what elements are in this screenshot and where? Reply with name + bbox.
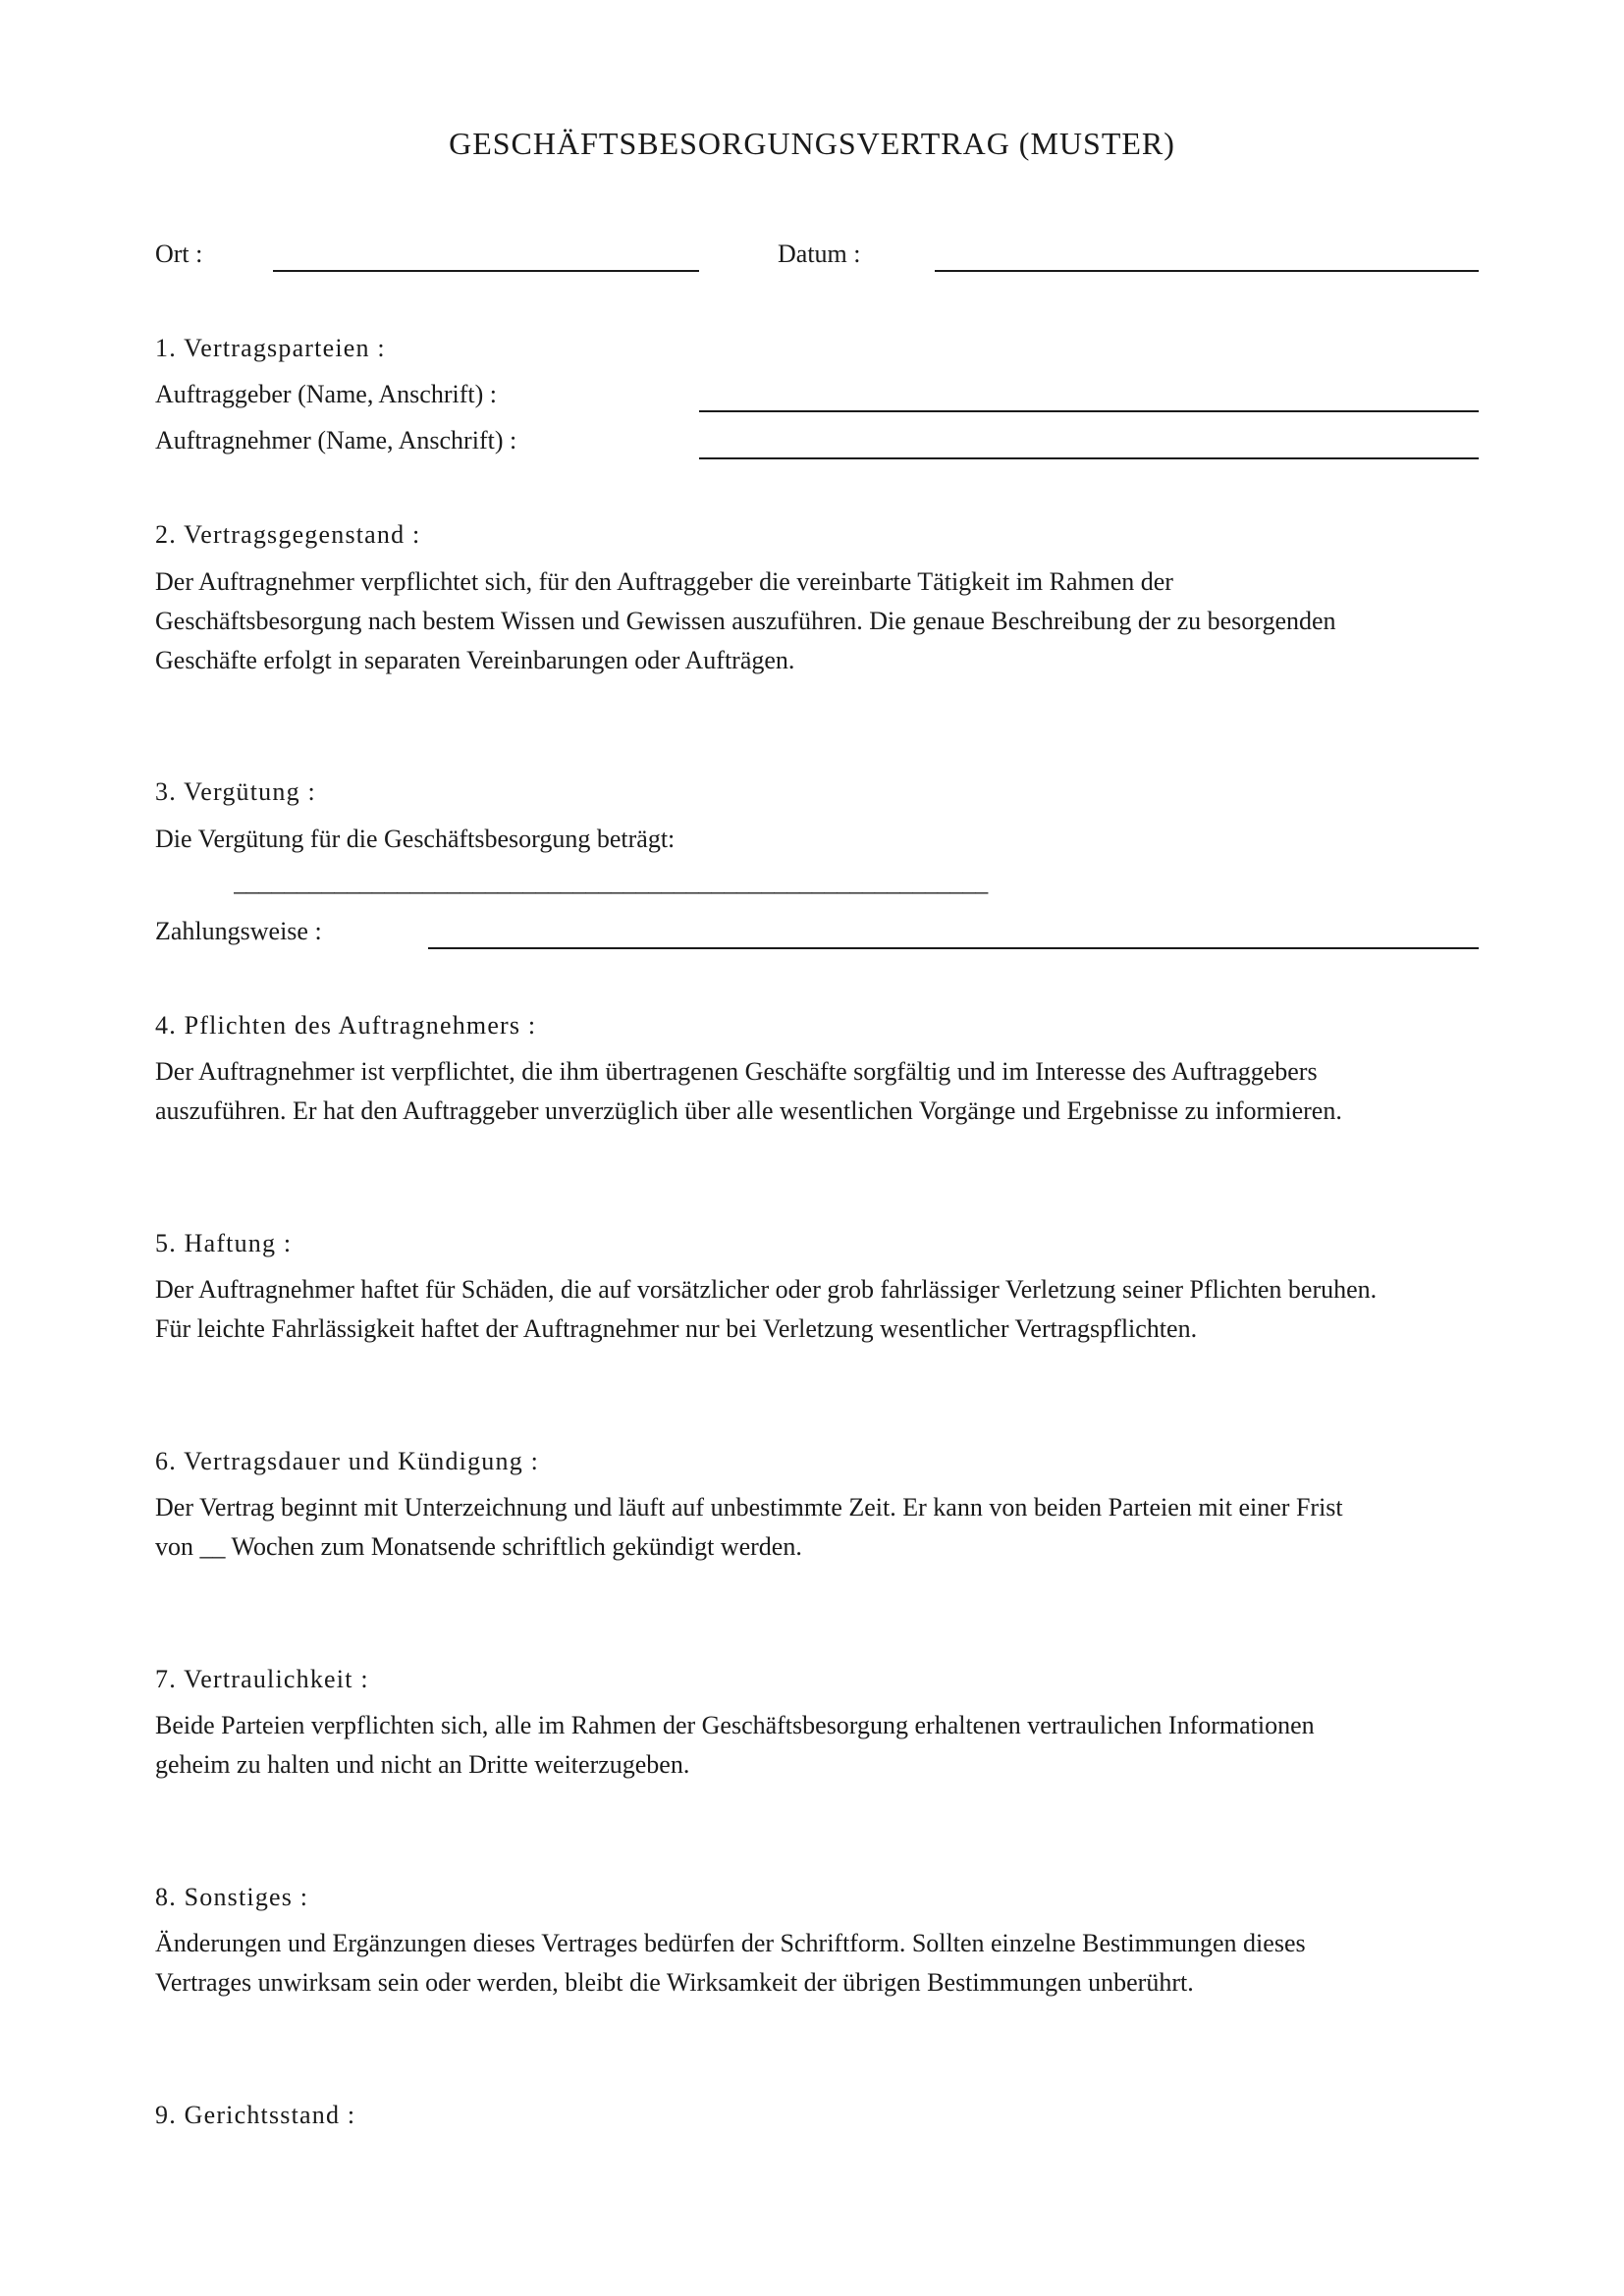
section-7-heading: 7. Vertraulichkeit : (155, 1665, 369, 1693)
section-6-text-line-1: Der Vertrag beginnt mit Unterzeichnung und läuft auf unbestimmte Zeit. Er kann von beiden Parteien mit einer Frist (155, 1493, 1343, 1522)
section-3-heading: 3. Vergütung : (155, 777, 316, 806)
section-2-text-line-3: Geschäfte erfolgt in separaten Vereinbarungen oder Aufträgen. (155, 646, 795, 674)
ort-signature-line[interactable] (273, 270, 699, 272)
section-4-text-line-1: Der Auftragnehmer ist verpflichtet, die ihm übertragenen Geschäfte sorgfältig und im Interesse des Auftraggebers (155, 1057, 1318, 1086)
datum-signature-line[interactable] (935, 270, 1479, 272)
zahlungsweise-line[interactable] (428, 947, 1479, 949)
section-5-text-line-2: Für leichte Fahrlässigkeit haftet der Auftragnehmer nur bei Verletzung wesentlicher Vertragspflichten. (155, 1314, 1198, 1343)
section-7-text-line-2: geheim zu halten und nicht an Dritte weiterzugeben. (155, 1750, 690, 1779)
section-2-heading: 2. Vertragsgegenstand : (155, 520, 421, 549)
section-1-heading: 1. Vertragsparteien : (155, 334, 386, 362)
ort-label: Ort : (155, 240, 203, 268)
section-7-text-line-1: Beide Parteien verpflichten sich, alle im Rahmen der Geschäftsbesorgung erhaltenen vertraulichen Informationen (155, 1711, 1315, 1739)
datum-label: Datum : (778, 240, 861, 268)
section-8-text-line-2: Vertrages unwirksam sein oder werden, bleibt die Wirksamkeit der übrigen Bestimmungen unberührt. (155, 1968, 1194, 1997)
auftragnehmer-line[interactable] (699, 457, 1479, 459)
verguetung-blank[interactable]: ____________________________________________________________ (234, 868, 989, 896)
section-5-text-line-1: Der Auftragnehmer haftet für Schäden, die auf vorsätzlicher oder grob fahrlässiger Verletzung seiner Pflichten beruhen. (155, 1275, 1378, 1304)
auftraggeber-line[interactable] (699, 410, 1479, 412)
document-title: GESCHÄFTSBESORGUNGSVERTRAG (MUSTER) (449, 126, 1175, 161)
auftraggeber-label: Auftraggeber (Name, Anschrift) : (155, 380, 497, 408)
section-8-heading: 8. Sonstiges : (155, 1883, 309, 1911)
section-6-heading: 6. Vertragsdauer und Kündigung : (155, 1447, 540, 1475)
section-4-text-line-2: auszuführen. Er hat den Auftraggeber unverzüglich über alle wesentlichen Vorgänge und Ergebnisse zu informieren. (155, 1096, 1342, 1125)
section-5-heading: 5. Haftung : (155, 1229, 293, 1257)
section-2-text-line-2: Geschäftsbesorgung nach bestem Wissen und Gewissen auszuführen. Die genaue Beschreibung der zu besorgenden (155, 607, 1336, 635)
auftragnehmer-label: Auftragnehmer (Name, Anschrift) : (155, 426, 517, 454)
section-3-text-line-1: Die Vergütung für die Geschäftsbesorgung beträgt: (155, 825, 676, 853)
section-6-text-line-2: von __ Wochen zum Monatsende schriftlich gekündigt werden. (155, 1532, 802, 1561)
section-9-heading: 9. Gerichtsstand : (155, 2101, 356, 2129)
section-4-heading: 4. Pflichten des Auftragnehmers : (155, 1011, 537, 1040)
section-8-text-line-1: Änderungen und Ergänzungen dieses Vertrages bedürfen der Schriftform. Sollten einzelne Bestimmungen dieses (155, 1929, 1306, 1957)
zahlungsweise-label: Zahlungsweise : (155, 917, 322, 945)
section-2-text-line-1: Der Auftragnehmer verpflichtet sich, für den Auftraggeber die vereinbarte Tätigkeit im Rahmen der (155, 567, 1173, 596)
